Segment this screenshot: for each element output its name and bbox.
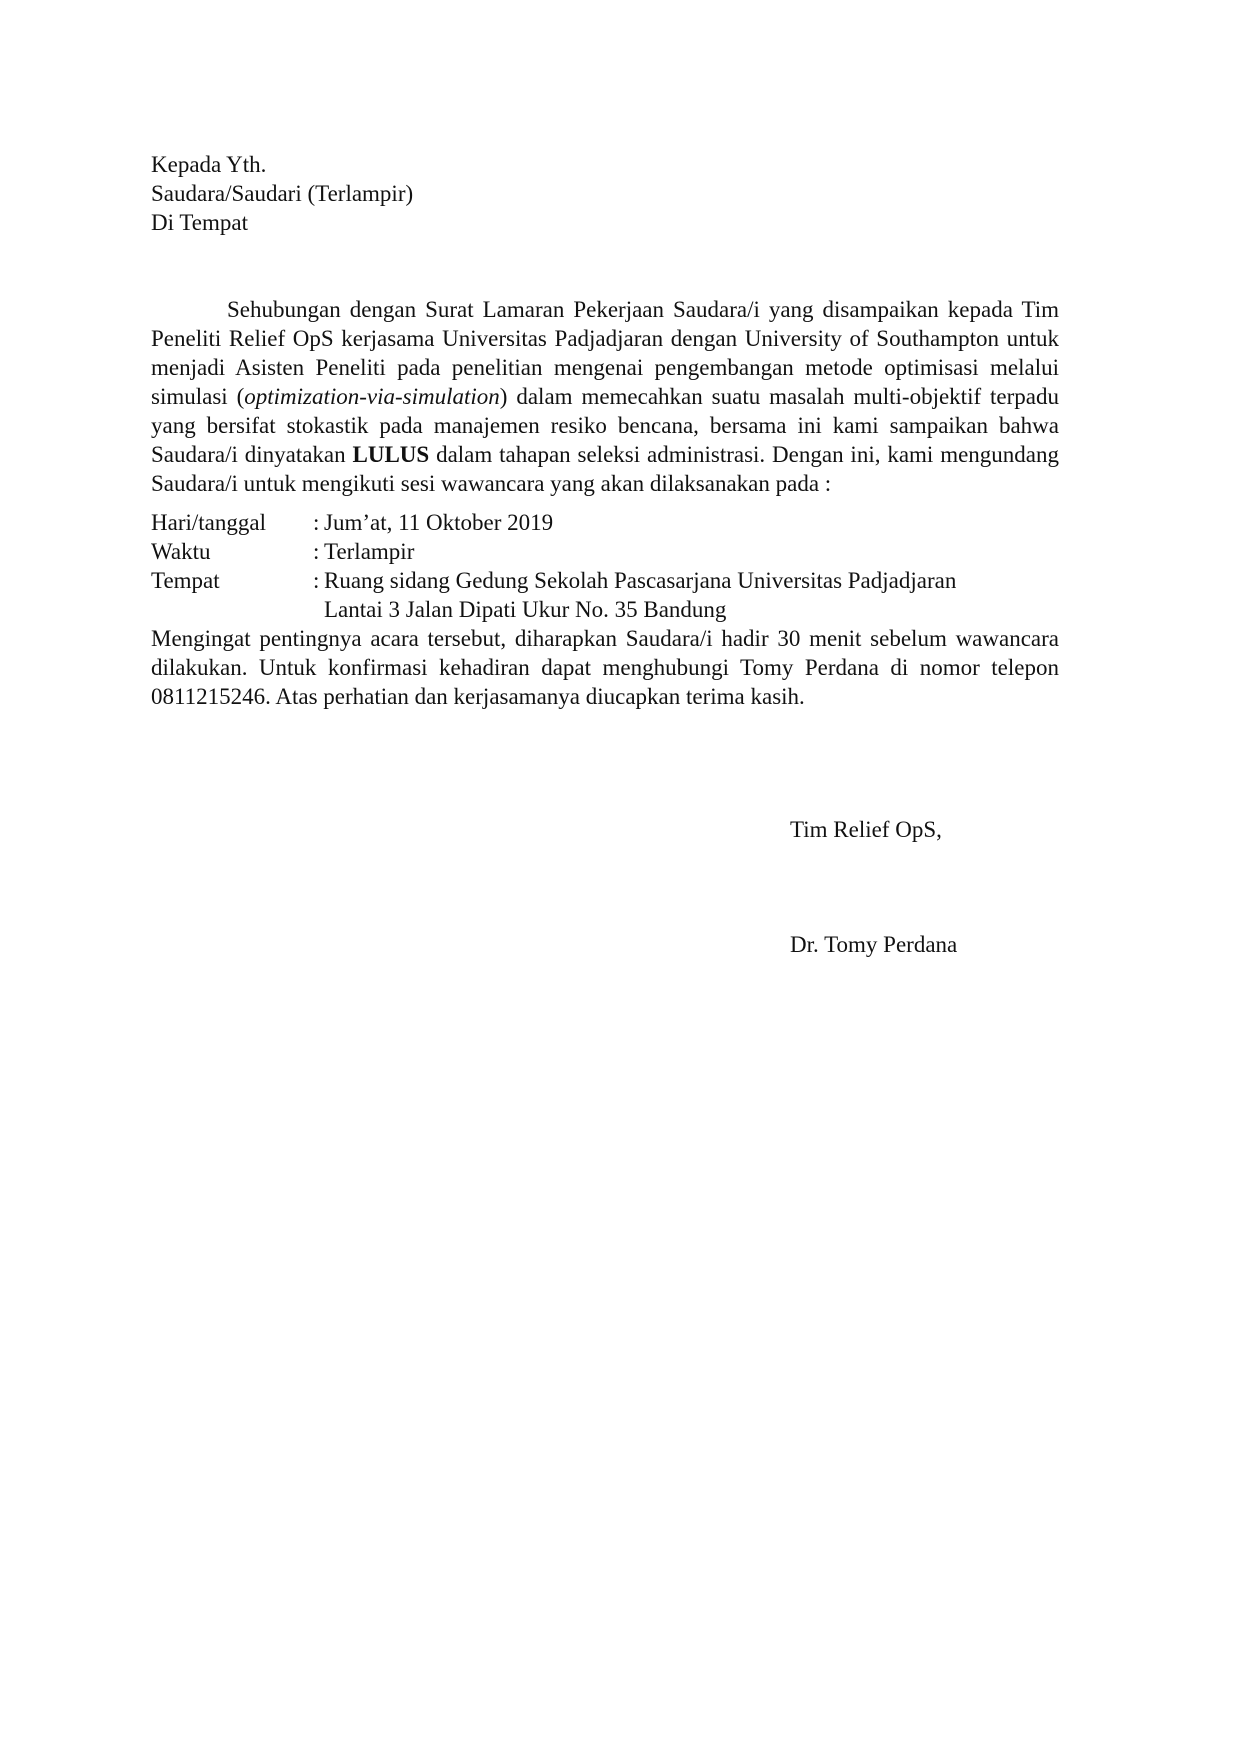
time-separator: : [313,539,320,564]
letter-body [151,295,1059,711]
detail-row-place [151,566,1059,624]
date-value: Jum’at, 11 Oktober 2019 [324,510,554,535]
place-value-block [324,566,1059,624]
detail-row-time [151,537,1059,566]
opening-italic-term: optimization-via-simulation [244,384,500,409]
opening-text-part3: dalam tahapan seleksi administrasi. Dengan ini, kami mengundang Saudara/i untuk mengikuti sesi wawancara yang akan dilaksanakan pada : [151,442,1059,496]
time-value: Terlampir [324,539,415,564]
opening-bold-status: LULUS [352,442,430,467]
detail-row-date [151,508,1059,537]
place-value-line1: Ruang sidang Gedung Sekolah Pascasarjana Universitas Padjadjaran [324,568,957,593]
interview-details [151,508,1059,624]
date-value-block [324,508,1059,537]
signature-team: Tim Relief OpS, [790,817,942,842]
date-separator: : [313,510,320,535]
recipient-block [151,150,751,237]
closing-paragraph: Mengingat pentingnya acara tersebut, diharapkan Saudara/i hadir 30 menit sebelum wawancara dilakukan. Untuk konfirmasi kehadiran dapat menghubungi Tomy Perdana di nomor telepon 0811215246. Atas perhatian dan kerjasamanya diucapkan terima kasih. [151,626,1059,709]
recipient-salutation: Kepada Yth. [151,152,267,177]
recipient-location: Di Tempat [151,210,248,235]
place-separator: : [313,568,320,593]
date-label: Hari/tanggal [151,510,266,535]
recipient-name: Saudara/Saudari (Terlampir) [151,181,414,206]
time-value-block [324,537,1059,566]
place-label: Tempat [151,568,220,593]
opening-paragraph [151,295,1059,498]
place-value-line2: Lantai 3 Jalan Dipati Ukur No. 35 Bandung [324,597,727,622]
signature-name: Dr. Tomy Perdana [790,932,958,957]
time-label: Waktu [151,539,211,564]
opening-text-part1: Sehubungan dengan Surat Lamaran Pekerjaan Saudara/i yang disampaikan kepada Tim Peneliti Relief OpS kerjasama Universitas Padjadjaran dengan University of Southampton untuk menjadi Asisten Peneliti pada penelitian mengenai pengembangan metode optimisasi melalui simulasi ( [151,297,1059,409]
opening-text-part2: ) dalam memecahkan suatu masalah multi-objektif terpadu yang bersifat stokastik pada manajemen resiko bencana, bersama ini kami sampaikan bahwa Saudara/i dinyatakan [151,384,1059,467]
